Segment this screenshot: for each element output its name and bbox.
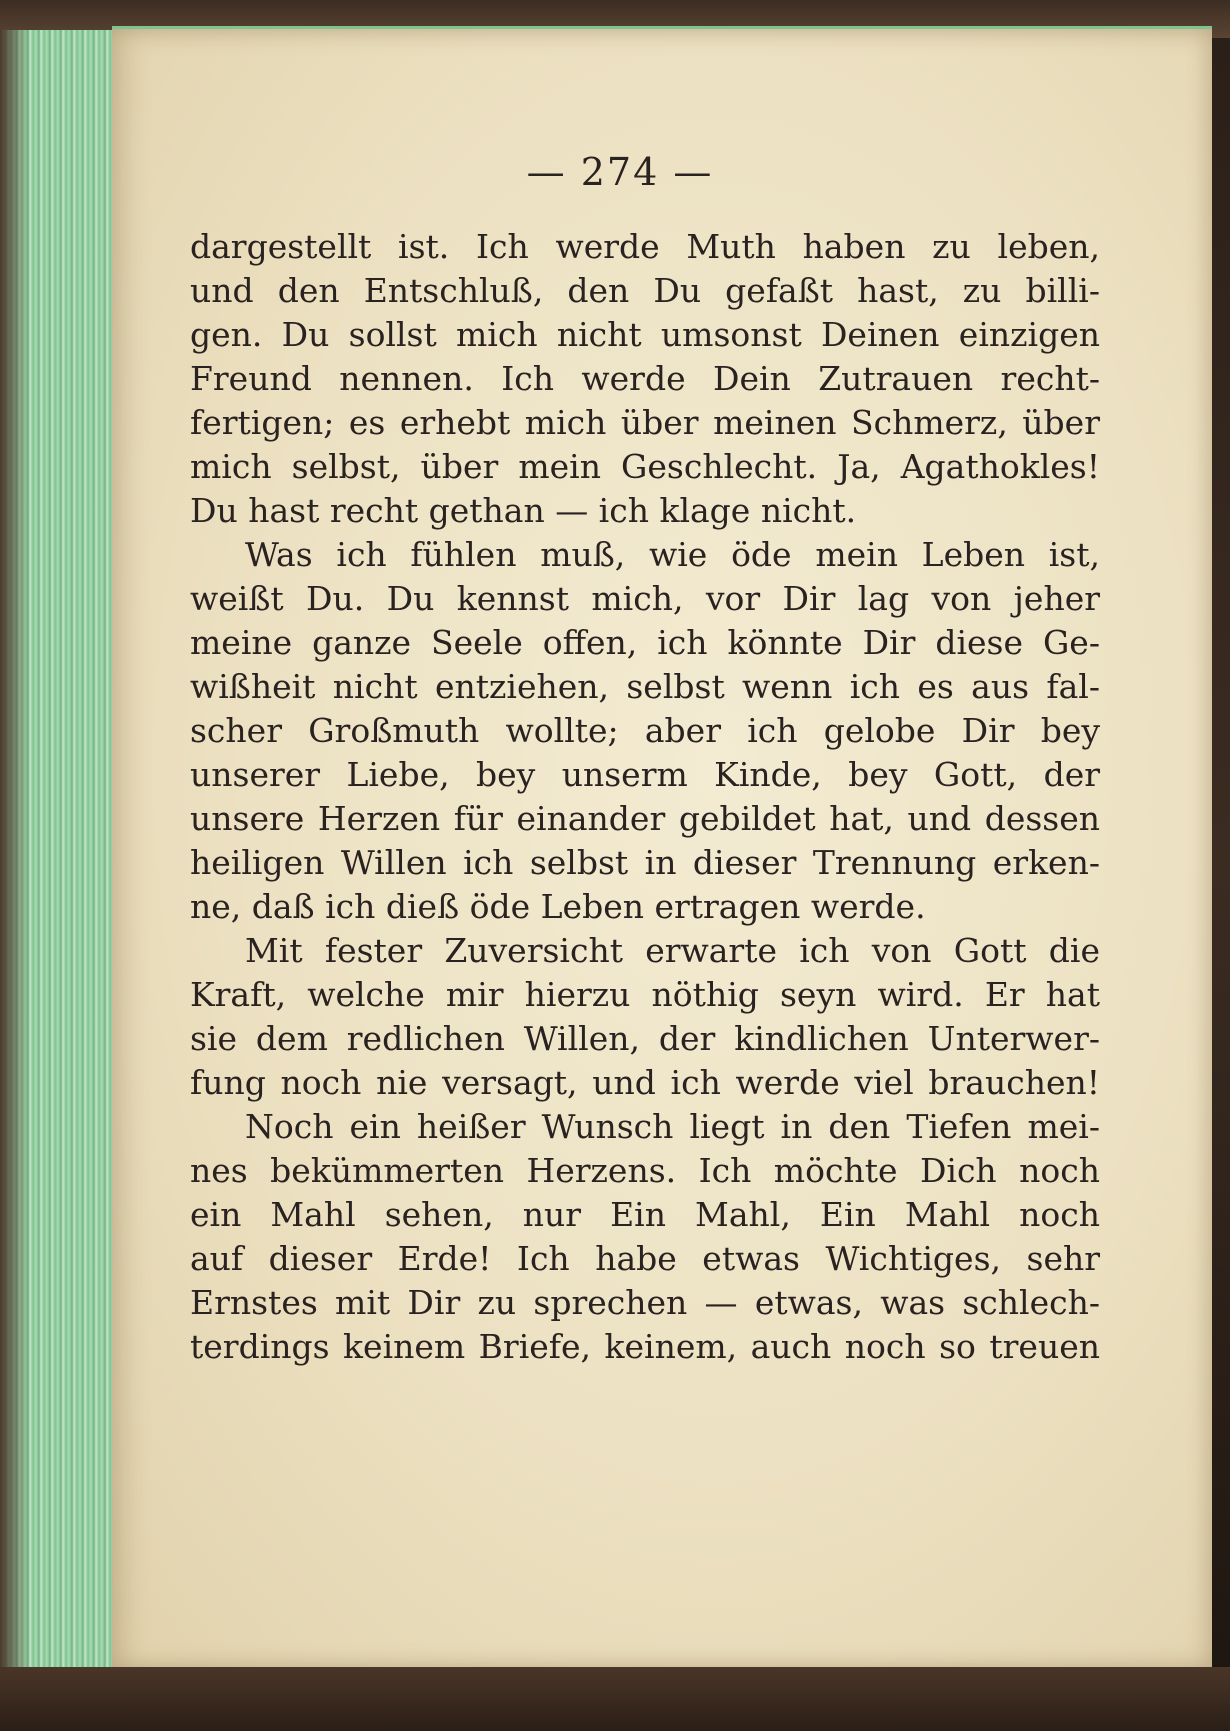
text-line: wißheit nicht entziehen, selbst wenn ich es aus fal- <box>190 667 1100 706</box>
text-line: sie dem redlichen Willen, der kindlichen Unterwer- <box>190 1019 1100 1058</box>
text-line: dargestellt ist. Ich werde Muth haben zu leben, <box>190 227 1100 266</box>
text-line: nes bekümmerten Herzens. Ich möchte Dich noch <box>190 1151 1100 1190</box>
text-line: Ernstes mit Dir zu sprechen — etwas, was schlech- <box>190 1283 1100 1322</box>
body-text <box>190 225 1100 1369</box>
text-line: gen. Du sollst mich nicht umsonst Deinen einzigen <box>190 315 1100 354</box>
page-number: — 274 — <box>526 150 714 194</box>
text-line: Noch ein heißer Wunsch liegt in den Tiefen mei- <box>245 1107 1100 1146</box>
text-line: Mit fester Zuversicht erwarte ich von Gott die <box>245 931 1100 970</box>
text-line: unserer Liebe, bey unserm Kinde, bey Gott, der <box>190 755 1100 794</box>
text-line: ein Mahl sehen, nur Ein Mahl, Ein Mahl noch <box>190 1195 1100 1234</box>
text-line: Kraft, welche mir hierzu nöthig seyn wird. Er hat <box>190 975 1100 1014</box>
text-line: meine ganze Seele offen, ich könnte Dir diese Ge- <box>190 623 1100 662</box>
text-line: scher Großmuth wollte; aber ich gelobe Dir bey <box>190 711 1100 750</box>
text-line: fung noch nie versagt, und ich werde viel brauchen! <box>190 1063 1100 1102</box>
text-line: ne, daß ich dieß öde Leben ertragen werde. <box>190 887 926 926</box>
text-line: heiligen Willen ich selbst in dieser Trennung erken- <box>190 843 1100 882</box>
text-line: fertigen; es erhebt mich über meinen Schmerz, über <box>190 403 1100 442</box>
text-line: und den Entschluß, den Du gefaßt hast, zu billi- <box>190 271 1100 310</box>
text-line: mich selbst, über mein Geschlecht. Ja, Agathokles! <box>190 447 1100 486</box>
text-line: Du hast recht gethan — ich klage nicht. <box>190 491 857 530</box>
page-edges-green <box>0 30 122 1670</box>
text-line: Was ich fühlen muß, wie öde mein Leben ist, <box>245 535 1100 574</box>
text-line: auf dieser Erde! Ich habe etwas Wichtiges, sehr <box>190 1239 1100 1278</box>
text-line: Freund nennen. Ich werde Dein Zutrauen recht- <box>190 359 1100 398</box>
book-cover-bottom <box>0 1667 1230 1731</box>
text-line: terdings keinem Briefe, keinem, auch noch so treuen <box>190 1327 1100 1366</box>
text-line: unsere Herzen für einander gebildet hat, und dessen <box>190 799 1100 838</box>
text-line: weißt Du. Du kennst mich, vor Dir lag von jeher <box>190 579 1100 618</box>
